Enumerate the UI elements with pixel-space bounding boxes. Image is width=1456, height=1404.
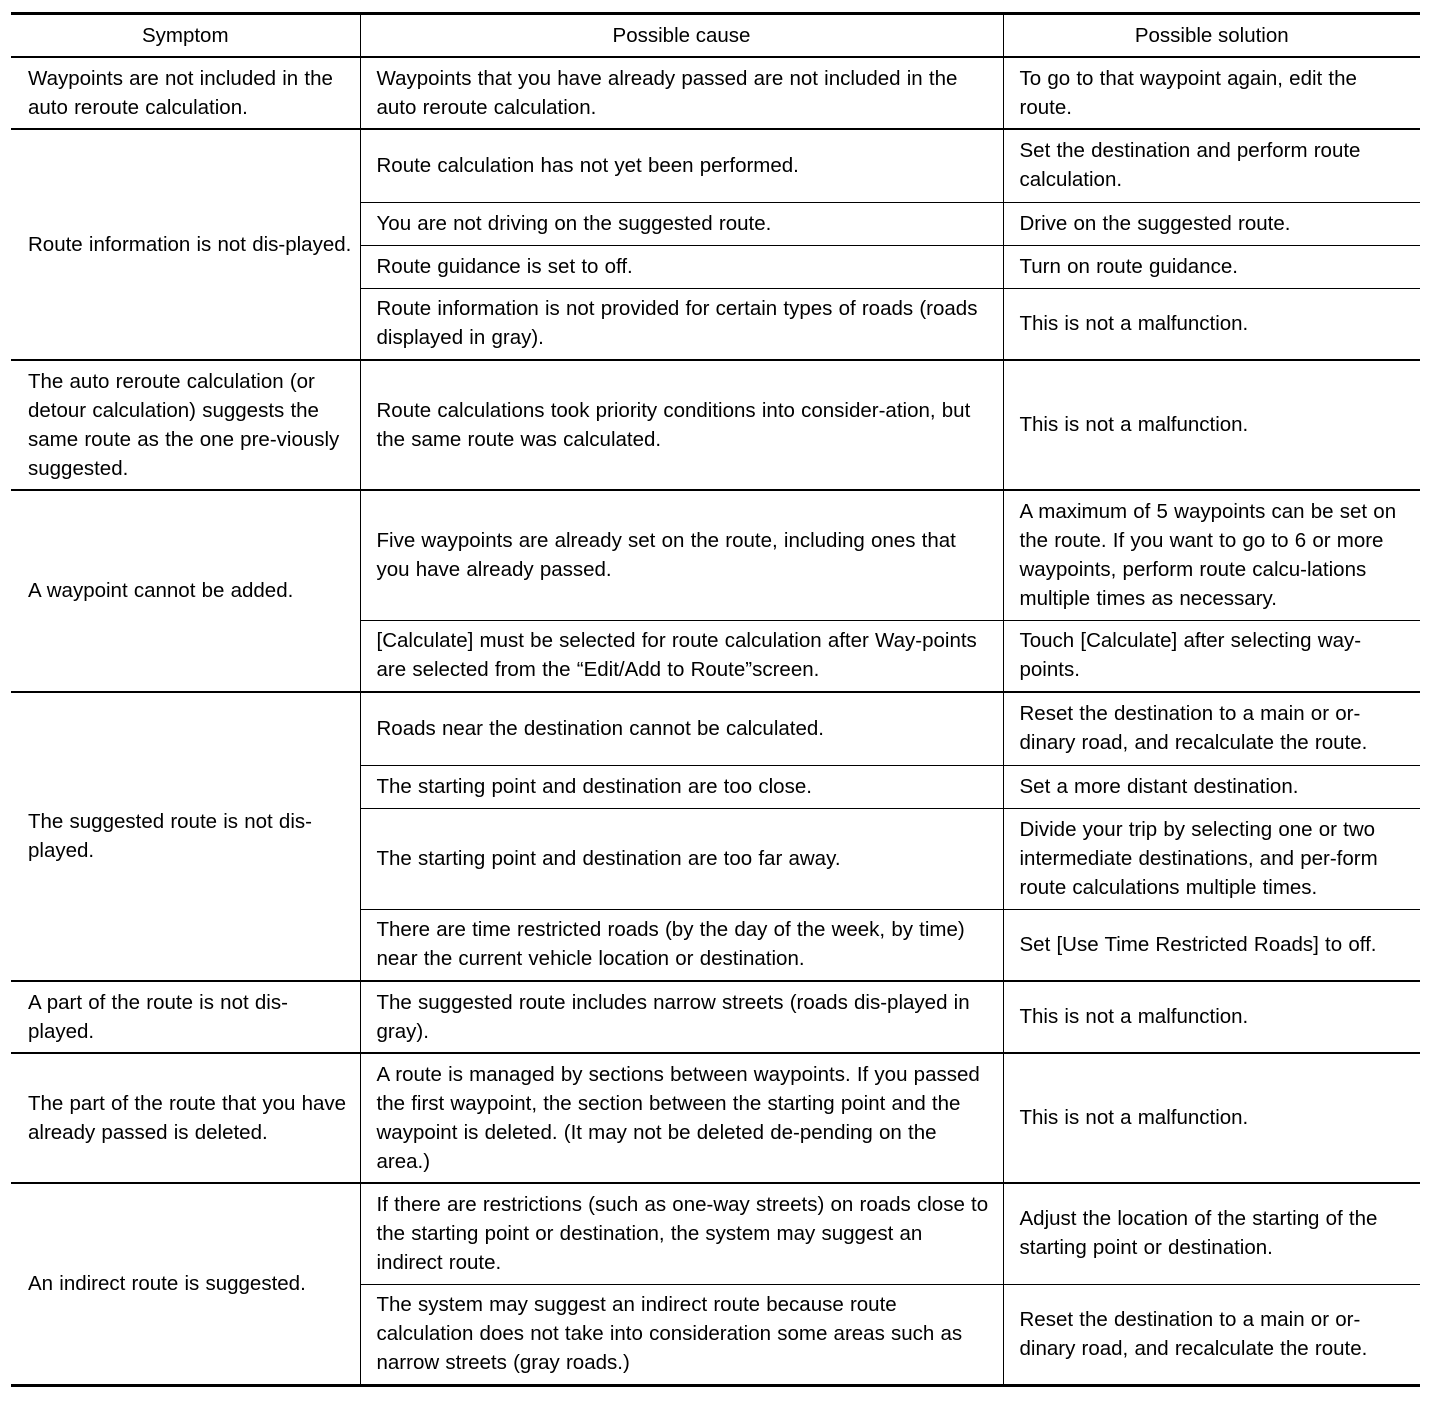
cause-cell: The system may suggest an indirect route because route calculation does not take into consideration some areas such as narrow streets (gray roads.) bbox=[360, 1284, 1003, 1385]
cause-cell: Five waypoints are already set on the route, including ones that you have already passed. bbox=[360, 490, 1003, 620]
header-possible-cause: Possible cause bbox=[360, 14, 1003, 58]
solution-cell: Reset the destination to a main or or-dinary road, and recalculate the route. bbox=[1003, 692, 1420, 765]
solution-cell: Turn on route guidance. bbox=[1003, 245, 1420, 288]
solution-cell: This is not a malfunction. bbox=[1003, 360, 1420, 490]
cause-cell: Route calculation has not yet been performed. bbox=[360, 129, 1003, 202]
table-row bbox=[11, 57, 1420, 129]
solution-cell: To go to that waypoint again, edit the route. bbox=[1003, 57, 1420, 129]
symptom-cell: An indirect route is suggested. bbox=[11, 1183, 360, 1385]
header-row bbox=[11, 14, 1420, 58]
cause-cell: If there are restrictions (such as one-way streets) on roads close to the starting point or destination, the system may suggest an indirect route. bbox=[360, 1183, 1003, 1284]
header-symptom: Symptom bbox=[11, 14, 360, 58]
cause-cell: Route guidance is set to off. bbox=[360, 245, 1003, 288]
cause-cell: [Calculate] must be selected for route calculation after Way-points are selected from the “Edit/Add to Route”screen. bbox=[360, 620, 1003, 692]
cause-cell: There are time restricted roads (by the day of the week, by time) near the current vehicle location or destination. bbox=[360, 909, 1003, 981]
symptom-cell: Waypoints are not included in the auto reroute calculation. bbox=[28, 66, 333, 119]
symptom-cell: The auto reroute calculation (or detour calculation) suggests the same route as the one pre-viously suggested. bbox=[11, 360, 360, 490]
solution-cell: Drive on the suggested route. bbox=[1003, 202, 1420, 245]
solution-cell: A maximum of 5 waypoints can be set on the route. If you want to go to 6 or more waypoints, perform route calcu-lations multiple times as necessary. bbox=[1003, 490, 1420, 620]
table-row bbox=[11, 490, 1420, 620]
solution-cell: Set [Use Time Restricted Roads] to off. bbox=[1003, 909, 1420, 981]
table-row bbox=[11, 129, 1420, 202]
cause-cell: The starting point and destination are too close. bbox=[360, 765, 1003, 808]
symptom-cell: Route information is not dis-played. bbox=[11, 129, 360, 360]
cause-cell: The suggested route includes narrow streets (roads dis-played in gray). bbox=[360, 981, 1003, 1053]
symptom-cell: The part of the route that you have already passed is deleted. bbox=[11, 1053, 360, 1183]
table-row bbox=[11, 981, 1420, 1053]
solution-cell: Divide your trip by selecting one or two intermediate destinations, and per-form route calculations multiple times. bbox=[1003, 808, 1420, 909]
troubleshooting-table bbox=[11, 12, 1420, 1387]
cause-cell: Waypoints that you have already passed are not included in the auto reroute calculation. bbox=[360, 57, 1003, 129]
solution-cell: Set a more distant destination. bbox=[1003, 765, 1420, 808]
table-row bbox=[11, 360, 1420, 490]
solution-cell: This is not a malfunction. bbox=[1003, 1053, 1420, 1183]
solution-cell: This is not a malfunction. bbox=[1003, 288, 1420, 360]
cause-cell: Roads near the destination cannot be calculated. bbox=[360, 692, 1003, 765]
solution-cell: Reset the destination to a main or or-dinary road, and recalculate the route. bbox=[1003, 1284, 1420, 1385]
table-row bbox=[11, 1053, 1420, 1183]
symptom-cell: A waypoint cannot be added. bbox=[11, 490, 360, 692]
solution-cell: Touch [Calculate] after selecting way-points. bbox=[1003, 620, 1420, 692]
header-possible-solution: Possible solution bbox=[1003, 14, 1420, 58]
solution-cell: Adjust the location of the starting of the starting point or destination. bbox=[1003, 1183, 1420, 1284]
cause-cell: The starting point and destination are too far away. bbox=[360, 808, 1003, 909]
cause-cell: Route information is not provided for certain types of roads (roads displayed in gray). bbox=[360, 288, 1003, 360]
table-row bbox=[11, 1183, 1420, 1284]
solution-cell: This is not a malfunction. bbox=[1003, 981, 1420, 1053]
cause-cell: A route is managed by sections between waypoints. If you passed the first waypoint, the section between the starting point and the waypoint is deleted. (It may not be deleted de-pending on the area.) bbox=[360, 1053, 1003, 1183]
cause-cell: Route calculations took priority conditions into consider-ation, but the same route was calculated. bbox=[360, 360, 1003, 490]
solution-cell: Set the destination and perform route calculation. bbox=[1003, 129, 1420, 202]
symptom-cell: A part of the route is not dis-played. bbox=[11, 981, 360, 1053]
symptom-cell: The suggested route is not dis-played. bbox=[11, 692, 360, 981]
cause-cell: You are not driving on the suggested route. bbox=[360, 202, 1003, 245]
table-row bbox=[11, 692, 1420, 765]
